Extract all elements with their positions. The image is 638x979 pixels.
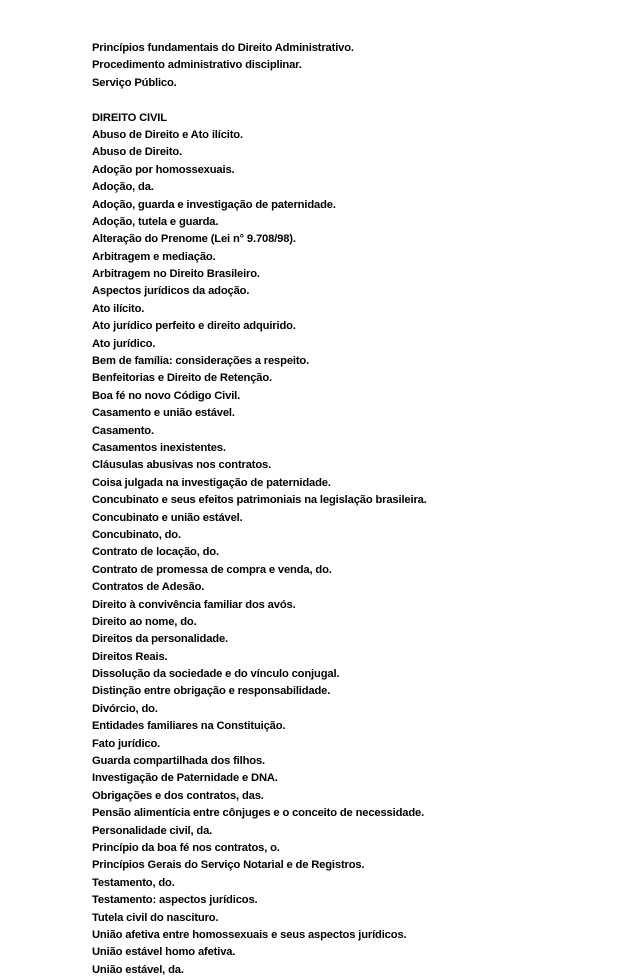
section-heading: DIREITO CIVIL bbox=[92, 111, 167, 124]
list-item: Dissolução da sociedade e do vínculo conjugal. bbox=[92, 668, 340, 681]
list-item: Investigação de Paternidade e DNA. bbox=[92, 772, 278, 785]
list-item: Casamento e união estável. bbox=[92, 407, 235, 420]
list-item: Contratos de Adesão. bbox=[92, 581, 205, 594]
list-item: Tutela civil do nascituro. bbox=[92, 911, 219, 924]
list-item: Fato jurídico. bbox=[92, 737, 161, 750]
list-item: Adoção por homossexuais. bbox=[92, 163, 235, 176]
list-item: Direitos Reais. bbox=[92, 650, 168, 663]
list-item: Casamentos inexistentes. bbox=[92, 441, 226, 454]
list-item: Pensão alimentícia entre cônjuges e o conceito de necessidade. bbox=[92, 807, 425, 820]
list-item: União estável homo afetiva. bbox=[92, 946, 236, 959]
list-item: Direito ao nome, do. bbox=[92, 615, 197, 628]
list-item: Personalidade civil, da. bbox=[92, 824, 213, 837]
intro-list bbox=[92, 40, 622, 92]
list-item: Distinção entre obrigação e responsabilidade. bbox=[92, 685, 331, 698]
list-item: Direito à convivência familiar dos avós. bbox=[92, 598, 296, 611]
list-item: Contrato de locação, do. bbox=[92, 546, 219, 559]
list-item: Divórcio, do. bbox=[92, 702, 158, 715]
document-page bbox=[92, 40, 622, 979]
list-item: Concubinato e união estável. bbox=[92, 511, 243, 524]
list-item: Contrato de promessa de compra e venda, do. bbox=[92, 563, 332, 576]
list-item: Casamento. bbox=[92, 424, 154, 437]
list-item: Princípio da boa fé nos contratos, o. bbox=[92, 841, 280, 854]
list-item: União afetiva entre homossexuais e seus aspectos jurídicos. bbox=[92, 928, 407, 941]
list-item: Concubinato e seus efeitos patrimoniais na legislação brasileira. bbox=[92, 494, 427, 507]
list-item: Adoção, tutela e guarda. bbox=[92, 215, 219, 228]
list-item: Direitos da personalidade. bbox=[92, 633, 228, 646]
list-item: Princípios Gerais do Serviço Notarial e de Registros. bbox=[92, 859, 365, 872]
list-item: Boa fé no novo Código Civil. bbox=[92, 389, 241, 402]
list-item: Benfeitorias e Direito de Retenção. bbox=[92, 372, 273, 385]
section-spacer bbox=[92, 92, 622, 109]
list-item: Princípios fundamentais do Direito Administrativo. bbox=[92, 42, 354, 54]
list-item: Testamento: aspectos jurídicos. bbox=[92, 894, 258, 907]
list-item: Abuso de Direito. bbox=[92, 146, 183, 159]
list-item: União estável, da. bbox=[92, 963, 184, 976]
list-item: Abuso de Direito e Ato ilícito. bbox=[92, 128, 243, 141]
list-item: Obrigações e dos contratos, das. bbox=[92, 789, 264, 802]
list-item: Arbitragem no Direito Brasileiro. bbox=[92, 268, 260, 281]
list-item: Ato jurídico perfeito e direito adquirido. bbox=[92, 320, 296, 333]
list-item: Entidades familiares na Constituição. bbox=[92, 720, 286, 733]
list-item: Ato jurídico. bbox=[92, 337, 156, 350]
section-list bbox=[92, 127, 622, 979]
list-item: Concubinato, do. bbox=[92, 528, 181, 541]
list-item: Procedimento administrativo disciplinar. bbox=[92, 59, 302, 72]
list-item: Arbitragem e mediação. bbox=[92, 250, 216, 263]
list-item: Coisa julgada na investigação de paternidade. bbox=[92, 476, 331, 489]
list-item: Adoção, guarda e investigação de paternidade. bbox=[92, 198, 336, 211]
list-item: Ato ilícito. bbox=[92, 302, 145, 315]
list-item: Testamento, do. bbox=[92, 876, 175, 889]
list-item: Adoção, da. bbox=[92, 181, 154, 194]
list-item: Guarda compartilhada dos filhos. bbox=[92, 755, 265, 768]
list-item: Serviço Público. bbox=[92, 76, 177, 89]
list-item: Aspectos jurídicos da adoção. bbox=[92, 285, 250, 298]
list-item: Alteração do Prenome (Lei n° 9.708/98). bbox=[92, 233, 296, 246]
list-item: Bem de família: considerações a respeito. bbox=[92, 355, 310, 368]
list-item: Cláusulas abusivas nos contratos. bbox=[92, 459, 272, 472]
